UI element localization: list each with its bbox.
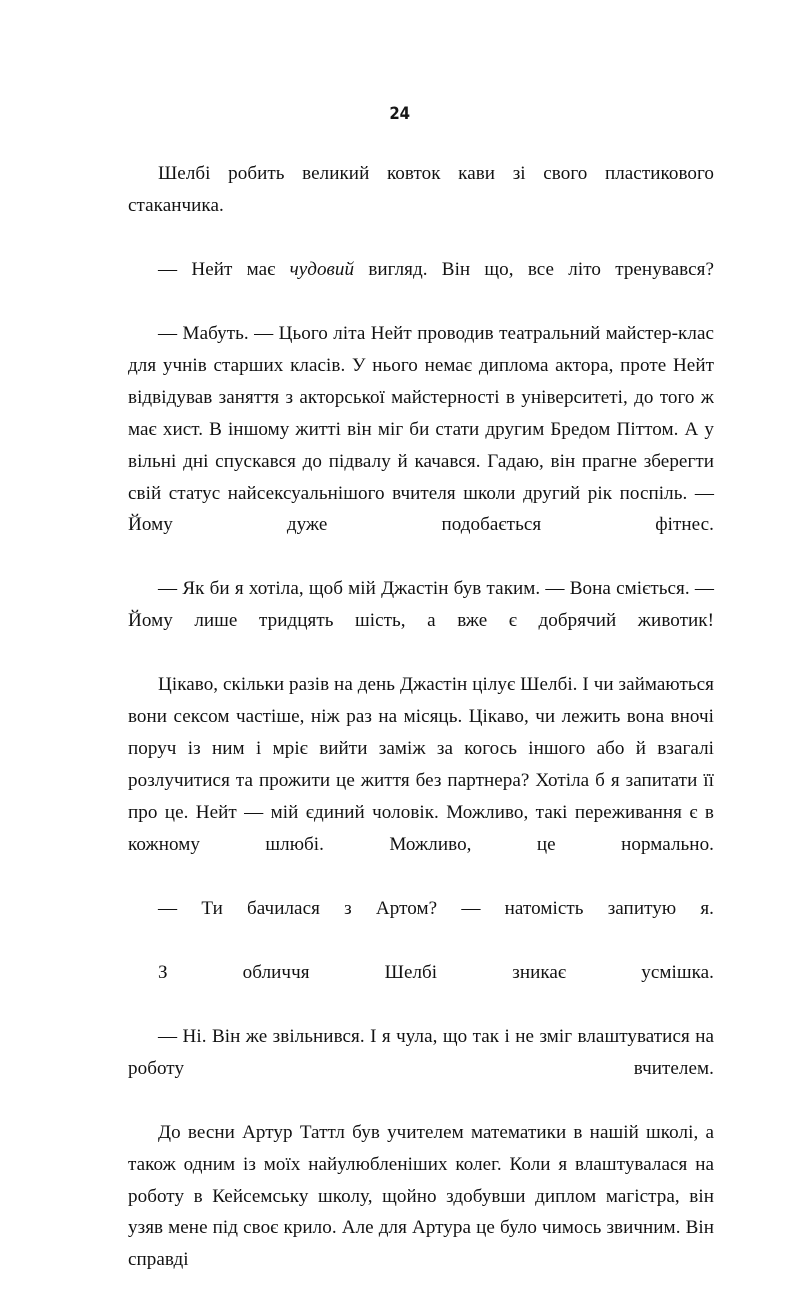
paragraph-5: Цікаво, скільки разів на день Джастін цілує Шелбі. І чи займаються вони сексом частіше, ніж раз на місяць. Цікаво, чи лежить вона вночі поруч із ним і мріє вийти заміж за когось іншого або й взагалі розлучитися та прожити це життя без партнера? Хотіла б я запитати її про це. Нейт — мій єдиний чоловік. Можливо, такі переживання є в кожному шлюбі. Можливо, це нормально. — [128, 674, 714, 856]
paragraph-2 — [128, 254, 714, 318]
paragraph-4: — Як би я хотіла, щоб мій Джастін був таким. — Вона сміється. — Йому лише тридцять шість, а вже є добрячий животик! — [128, 578, 714, 632]
page-folio-area — [0, 104, 800, 124]
page-number: 24 — [389, 104, 411, 124]
paragraph-9: До весни Артур Таттл був учителем математики в нашій школі, а також одним із моїх найулюбленіших колег. Коли я влаштувалася на роботу в Кейсемську школу, щойно здобувши диплом магістра, він узяв мене під своє крило. Але для Артура це було чимось звичним. Він справді — [128, 1121, 714, 1271]
paragraph-7: З обличчя Шелбі зникає усмішка. — [158, 961, 714, 983]
emphasis-chudovyi: чудовий — [289, 258, 355, 280]
paragraph-2-tail: вигляд. Він що, все літо тренувався? — [354, 258, 714, 280]
paragraph-1: Шелбі робить великий ковток кави зі свого пластикового стаканчика. — [128, 163, 714, 216]
paragraph-2-lead: — Нейт має — [158, 258, 290, 280]
page-text-block — [128, 158, 714, 1308]
paragraph-3: — Мабуть. — Цього літа Нейт проводив театральний майстер-клас для учнів старших класів. У нього немає диплома актора, проте Нейт відвідував заняття з акторської майстерності в університеті, до того ж має хист. В іншому житті він міг би стати другим Бредом Піттом. А у вільні дні спускався до підвалу й качався. Гадаю, він прагне зберегти свій статус найсексуальнішого вчителя школи другий рік поспіль. — Йому дуже подобається фітнес. — [128, 322, 714, 536]
paragraph-6: — Ти бачилася з Артом? — натомість запитую я. — [158, 897, 714, 919]
paragraph-8: — Ні. Він же звільнився. І я чула, що так і не зміг влаштуватися на роботу вчителем. — [128, 1025, 714, 1079]
